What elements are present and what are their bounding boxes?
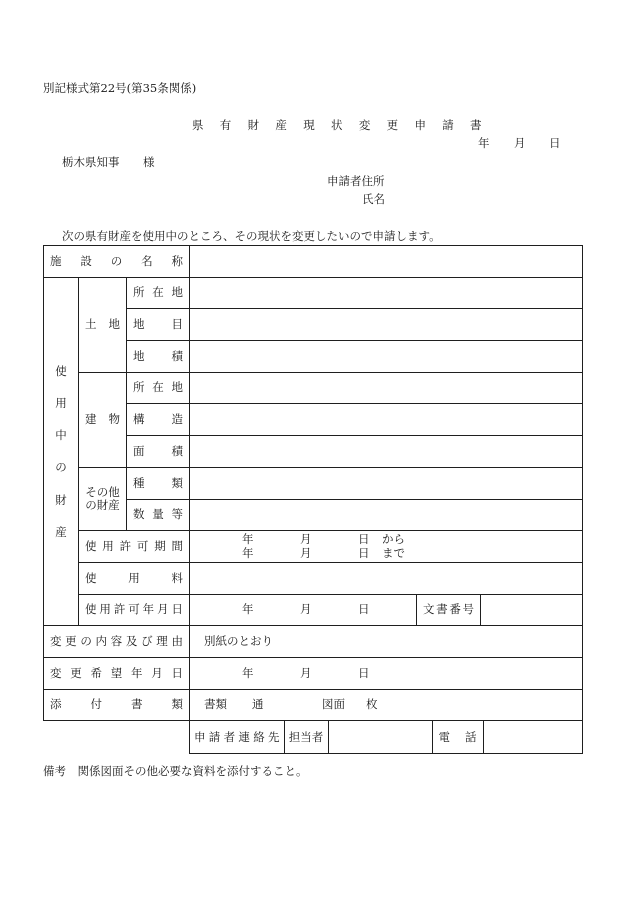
property-char: 産	[55, 524, 67, 539]
date-month: 月	[514, 136, 526, 150]
attach-documents-unit: 通	[252, 697, 264, 712]
facility-name-label: 施設の名称	[44, 246, 190, 278]
doc-number-label: 文書番号	[417, 594, 481, 626]
use-period-label: 使用許可期間	[79, 531, 190, 563]
application-table	[43, 245, 583, 754]
to-year: 年	[242, 545, 254, 560]
permit-date-field[interactable]	[190, 594, 417, 626]
land-location-field[interactable]	[190, 277, 583, 309]
land-label: 土地	[79, 277, 127, 372]
building-location-field[interactable]	[190, 372, 583, 404]
change-content-field[interactable]: 別紙のとおり	[190, 626, 583, 658]
from-suffix: から	[382, 531, 405, 546]
document-title: 県 有 財 産 現 状 変 更 申 請 書	[192, 118, 488, 132]
from-year: 年	[242, 531, 254, 546]
land-category-field[interactable]	[190, 309, 583, 341]
to-day: 日	[358, 545, 370, 560]
to-suffix: まで	[382, 545, 405, 560]
from-month: 月	[300, 531, 312, 546]
usage-fee-field[interactable]	[190, 562, 583, 594]
change-content-label: 変更の内容及び理由	[44, 626, 190, 658]
date-day: 日	[549, 136, 561, 150]
desired-date-label: 変更希望年月日	[44, 657, 190, 689]
land-category-label: 地目	[127, 309, 190, 341]
applicant-address-label: 申請者住所	[327, 174, 385, 188]
contact-label: 申請者連絡先	[190, 721, 284, 753]
other-property-label-line1: その他	[85, 484, 120, 499]
attachments-field[interactable]	[190, 689, 583, 721]
to-month: 月	[300, 545, 312, 560]
doc-number-field[interactable]	[481, 594, 583, 626]
attach-drawings: 図面	[322, 697, 345, 712]
desired-year: 年	[242, 665, 254, 680]
land-area-label: 地積	[127, 341, 190, 373]
other-quantity-label: 数量等	[127, 499, 190, 531]
land-location-label: 所在地	[127, 277, 190, 309]
permit-date-label: 使用許可年月日	[79, 594, 190, 626]
building-structure-label: 構造	[127, 404, 190, 436]
use-period-from	[190, 533, 582, 547]
desired-month: 月	[300, 665, 312, 680]
person-label: 担当者	[284, 721, 328, 753]
property-in-use-label	[44, 277, 79, 626]
property-char: 中	[55, 428, 67, 443]
usage-fee-label: 使用料	[79, 562, 190, 594]
permit-year: 年	[242, 602, 254, 617]
attach-drawings-unit: 枚	[366, 697, 378, 712]
attachments-label: 添付書類	[44, 689, 190, 721]
property-char: 用	[55, 396, 67, 411]
attach-documents: 書類	[204, 697, 227, 712]
person-field[interactable]	[328, 721, 432, 753]
building-area-label: 面積	[127, 436, 190, 468]
phone-field[interactable]	[483, 721, 582, 753]
desired-day: 日	[358, 665, 370, 680]
addressee-honorific: 様	[143, 155, 155, 169]
permit-month: 月	[300, 602, 312, 617]
building-area-field[interactable]	[190, 436, 583, 468]
other-quantity-field[interactable]	[190, 499, 583, 531]
from-day: 日	[358, 531, 370, 546]
form-number: 別記様式第22号(第35条関係)	[43, 81, 197, 95]
other-kind-field[interactable]	[190, 467, 583, 499]
intro-text: 次の県有財産を使用中のところ、その現状を変更したいので申請します。	[62, 229, 441, 243]
property-char: の	[55, 460, 67, 475]
use-period-field[interactable]	[190, 531, 583, 563]
contact-blank	[44, 721, 190, 754]
property-char: 財	[55, 492, 67, 507]
contact-cell	[190, 721, 583, 754]
date-year: 年	[478, 136, 490, 150]
desired-date-field[interactable]	[190, 657, 583, 689]
property-char: 使	[55, 363, 67, 378]
facility-name-field[interactable]	[190, 246, 583, 278]
land-area-field[interactable]	[190, 341, 583, 373]
use-period-to	[190, 547, 582, 561]
building-label: 建物	[79, 372, 127, 467]
phone-label: 電話	[432, 721, 483, 753]
other-kind-label: 種類	[127, 467, 190, 499]
applicant-name-label: 氏名	[362, 192, 385, 206]
contact-subtable	[190, 721, 582, 753]
permit-day: 日	[358, 602, 370, 617]
addressee-name: 栃木県知事	[62, 155, 120, 169]
other-property-label-line2: の財産	[85, 498, 120, 512]
remarks: 備考 関係図面その他必要な資料を添付すること。	[43, 764, 308, 778]
building-location-label: 所在地	[127, 372, 190, 404]
other-property-label	[79, 467, 127, 530]
building-structure-field[interactable]	[190, 404, 583, 436]
